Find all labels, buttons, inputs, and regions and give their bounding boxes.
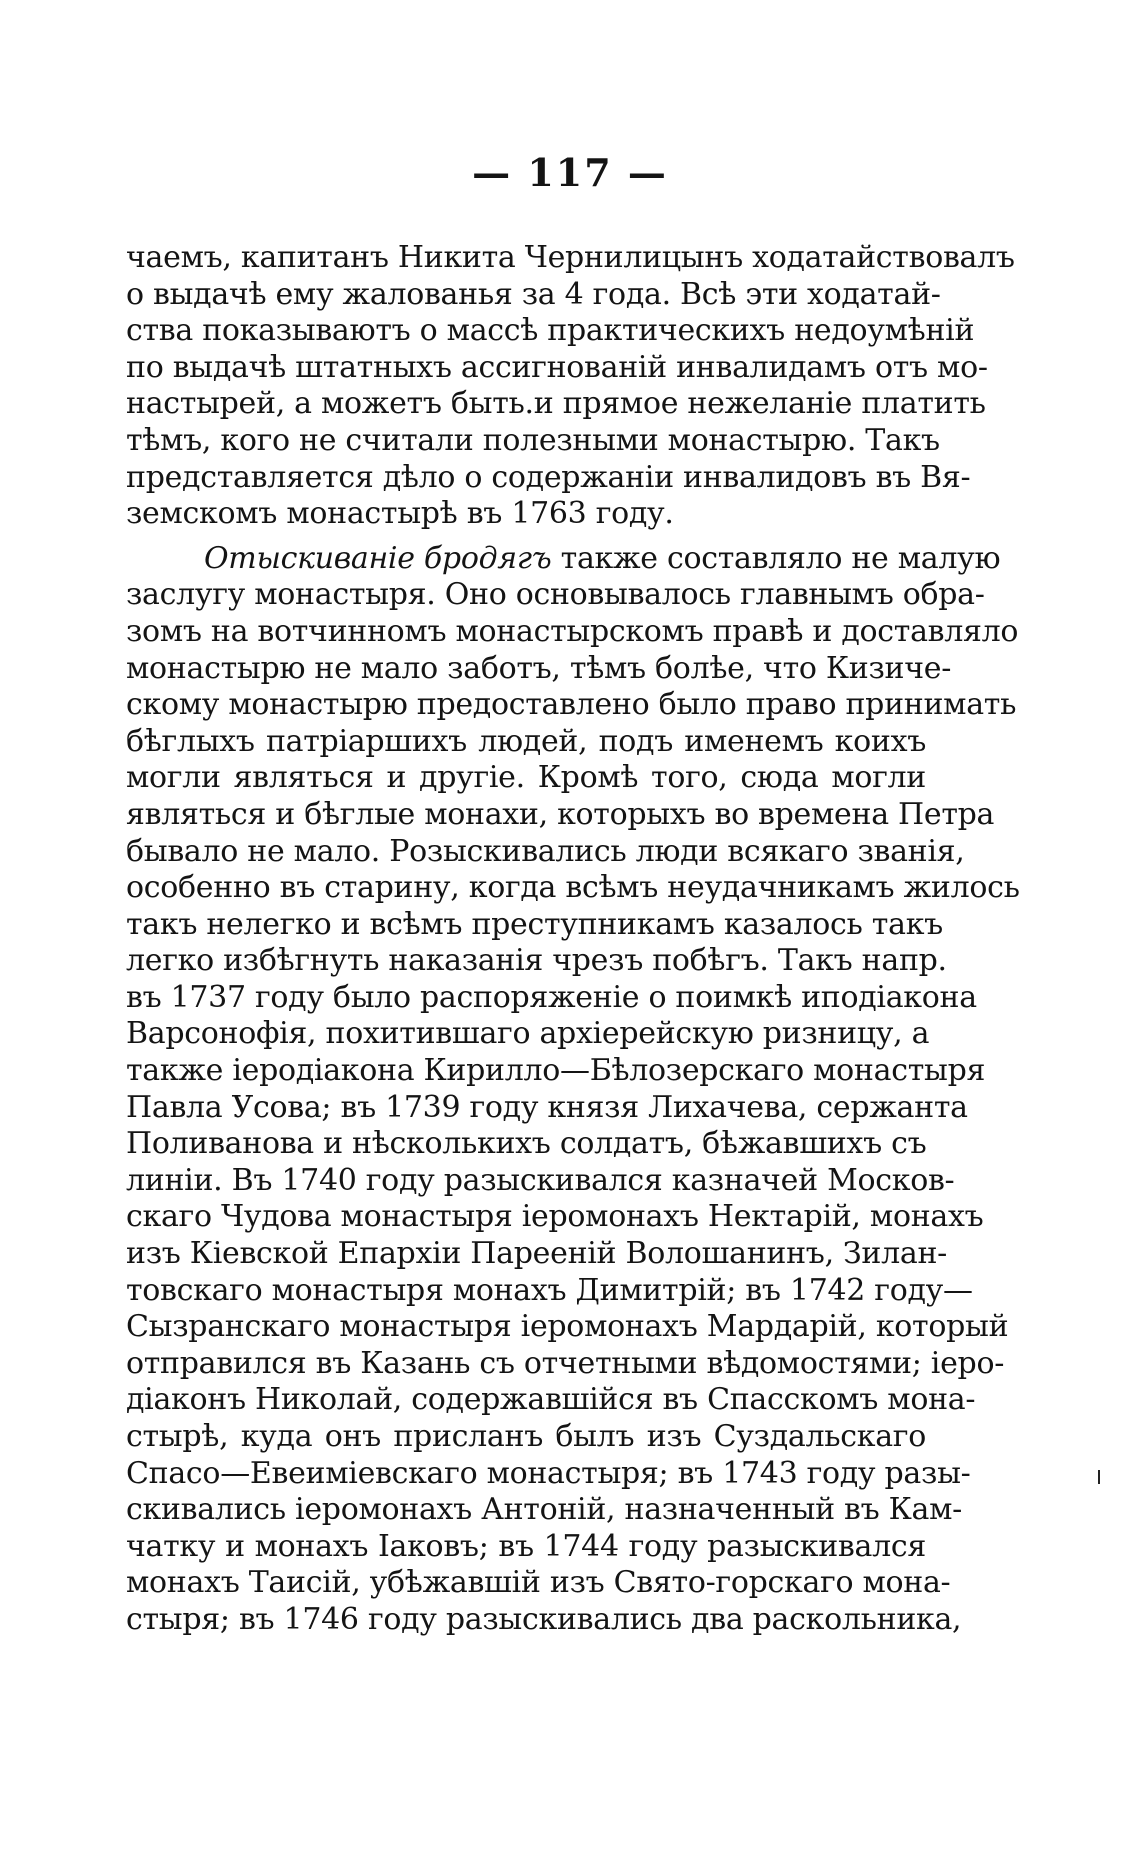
text-line: монахъ Таисій, убѣжавшій изъ Свято-горскаго мона- [126,1565,951,1601]
text-line: тѣмъ, кого не считали полезными монастырю. Такъ [126,422,940,458]
text-line: могли являться и другіе. Кромѣ того, сюда могли [126,760,926,796]
text-line: по выдачѣ штатныхъ ассигнованій инвалидамъ отъ мо- [126,349,988,385]
paragraph-1 [126,240,1015,533]
text-line: скаго Чудова монастыря іеромонахъ Нектарій, монахъ [126,1199,984,1235]
text-line: скому монастырю предоставлено было право принимать [126,687,1017,723]
paragraph-2 [126,540,1020,1639]
text-line: чаемъ, капитанъ Никита Чернилицынъ ходатайствовалъ [126,240,1015,275]
text-line: ства показываютъ о массѣ практическихъ недоумѣній [126,313,975,349]
text-line: стыря; въ 1746 году разыскивались два раскольника, [126,1601,962,1637]
text-line: о выдачѣ ему жалованья за 4 года. Всѣ эти ходатай- [126,276,941,312]
text-line-first [126,540,1001,578]
text-line: въ 1737 году было распоряженіе о поимкѣ иподіакона [126,979,977,1015]
emphasized-term: Отыскиваніе бродягъ [204,540,552,576]
text-run: также составляло не малую [551,540,1001,576]
text-line: изъ Кіевской Епархіи Пареeній Волошанинъ, Зилан- [126,1236,948,1272]
text-line: діаконъ Николай, содержавшійся въ Спасскомъ мона- [126,1382,976,1418]
text-line: Поливанова и нѣсколькихъ солдатъ, бѣжавшихъ съ [126,1126,927,1162]
text-line: Варсонофія, похитившаго архіерейскую ризницу, а [126,1016,930,1052]
text-line: особенно въ старину, когда всѣмъ неудачникамъ жилось [126,870,1020,906]
text-line: отправился въ Казань съ отчетными вѣдомостями; іеро- [126,1345,1005,1381]
text-line: представляется дѣло о содержаніи инвалидовъ въ Вя- [126,459,971,495]
text-line: легко избѣгнуть наказанія чрезъ побѣгъ. Такъ напр. [126,943,947,979]
text-line: настырей, а можетъ быть.и прямое нежеланіе платить [126,386,986,422]
text-line: бывало не мало. Розыскивались люди всякаго званія, [126,833,965,869]
body-text [126,240,1020,1639]
text-line: стырѣ, куда онъ присланъ былъ изъ Суздальскаго [126,1419,926,1454]
text-line: зомъ на вотчинномъ монастырскомъ правѣ и доставляло [126,613,1019,649]
text-line: чатку и монахъ Іаковъ; въ 1744 году разыскивался [126,1528,926,1564]
text-line: такъ нелегко и всѣмъ преступникамъ казалось такъ [126,906,943,942]
text-line: Павла Усова; въ 1739 году князя Лихачева, сержанта [126,1089,968,1125]
text-line: товскаго монастыря монахъ Димитрій; въ 1742 году— [126,1272,973,1308]
text-line: монастырю не мало заботъ, тѣмъ болѣе, что Кизиче- [126,650,952,686]
text-line: Сызранскаго монастыря іеромонахъ Мардарій, который [126,1309,1009,1345]
text-line: линіи. Въ 1740 году разыскивался казначей Москов- [126,1162,955,1198]
text-line: бѣглыхъ патріаршихъ людей, подъ именемъ коихъ [126,723,926,759]
page-number: — 117 — [472,150,668,195]
text-line: земскомъ монастырѣ въ 1763 году. [126,496,674,532]
paragraph-gap [126,533,926,541]
text-line: скивались іеромонахъ Антоній, назначенный въ Кам- [126,1492,963,1528]
print-speck [1098,1470,1100,1484]
text-line: также іеродіакона Кирилло—Бѣлозерскаго монастыря [126,1053,986,1089]
text-line: заслугу монастыря. Оно основывалось главнымъ обра- [126,577,985,613]
text-line: Спасо—Евеиміевскаго монастыря; въ 1743 году разы- [126,1455,971,1491]
text-line: являться и бѣглые монахи, которыхъ во времена Петра [126,796,995,832]
